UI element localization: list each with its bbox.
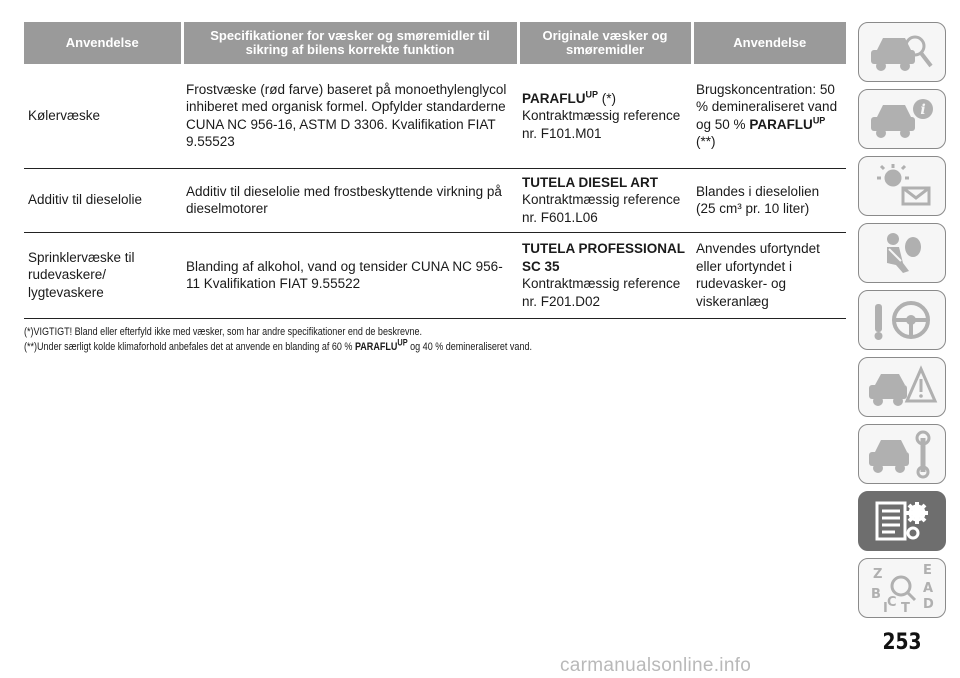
- footnote-text-end: og 40 % demineraliseret vand.: [410, 340, 532, 353]
- svg-text:i: i: [920, 102, 926, 118]
- steering-wheel-icon: [863, 294, 941, 346]
- header-application: Anvendelse: [692, 22, 846, 64]
- header-use: Anvendelse: [24, 22, 182, 64]
- footnote-brand-sup: UP: [397, 336, 408, 347]
- car-search-icon: [863, 26, 941, 78]
- index-letter: C: [887, 595, 897, 610]
- tab-airbag-safety[interactable]: [858, 223, 946, 283]
- watermark: carmanualsonline.info: [560, 655, 752, 676]
- spec-table-section: [24, 22, 846, 355]
- product-reference: Kontraktmæssig reference nr. F101.M01: [522, 108, 681, 141]
- product-brand-sup: UP: [585, 89, 599, 99]
- product-name: TUTELA PROFESSIONAL SC 35: [522, 241, 685, 274]
- cell-application: Blandes i dieselolien (25 cm³ pr. 10 liter): [692, 168, 846, 232]
- index-letter: D: [923, 597, 934, 612]
- application-text: Brugskoncentration: 50 % demineraliseret vand og 50 %: [696, 81, 838, 132]
- index-letter: A: [923, 581, 934, 596]
- car-emergency-icon: [863, 361, 941, 413]
- footnote-cold-climate: [24, 336, 844, 355]
- product-reference: Kontraktmæssig reference nr. F201.D02: [522, 276, 681, 309]
- index-letter: T: [901, 601, 910, 614]
- tab-car-maintenance[interactable]: [858, 424, 946, 484]
- application-note-ref: (**): [696, 134, 716, 150]
- airbag-safety-icon: [863, 227, 941, 279]
- tab-technical-data[interactable]: [858, 491, 946, 551]
- car-maintenance-icon: [863, 428, 941, 480]
- technical-data-icon: [863, 495, 941, 547]
- tab-warning-lights[interactable]: [858, 156, 946, 216]
- car-info-icon: [863, 93, 941, 145]
- cell-use: Additiv til dieselolie: [24, 168, 182, 232]
- table-row: [24, 168, 846, 232]
- cell-application: Anvendes ufortyndet eller ufortyndet i rudevasker- og viskeranlæg: [692, 232, 846, 318]
- cell-spec: Additiv til dieselolie med frostbeskyttende virkning på dieselmotorer: [182, 168, 518, 232]
- tab-car-emergency[interactable]: [858, 357, 946, 417]
- cell-product: [518, 232, 692, 318]
- footnote-brand: PARAFLU: [354, 340, 398, 353]
- alphabetical-index-icon: [863, 562, 941, 614]
- tab-car-info[interactable]: [858, 89, 946, 149]
- product-name: TUTELA DIESEL ART: [522, 174, 659, 190]
- application-brand-sup: UP: [812, 115, 826, 126]
- footnotes: [24, 325, 844, 355]
- header-original-fluids: Originale væsker og smøremidler: [518, 22, 692, 64]
- tab-alphabetical-index[interactable]: [858, 558, 946, 618]
- table-row: [24, 232, 846, 318]
- cell-product: [518, 64, 692, 168]
- cell-application: [692, 64, 846, 168]
- product-reference: Kontraktmæssig reference nr. F601.L06: [522, 192, 681, 225]
- cell-product: [518, 168, 692, 232]
- header-spec: Specifikationer for væsker og smøremidler til sikring af bilens korrekte funktion: [182, 22, 518, 64]
- fluids-spec-table: [24, 22, 846, 319]
- application-brand: PARAFLU: [749, 116, 813, 132]
- cell-use: Sprinklervæske til rudevaskere/ lygtevaskere: [24, 232, 182, 318]
- product-suffix: (*): [601, 90, 617, 106]
- footnote-important: (*)VIGTIGT! Bland eller efterfyld ikke med væsker, som har andre specifikationer end de beskrevne.: [24, 325, 423, 338]
- page-number: 253: [882, 630, 922, 655]
- cell-spec: Blanding af alkohol, vand og tensider CUNA NC 956-11 Kvalifikation FIAT 9.55522: [182, 232, 518, 318]
- tab-car-search[interactable]: [858, 22, 946, 82]
- table-row: [24, 64, 846, 168]
- cell-spec: Frostvæske (rød farve) baseret på monoethylenglycol inhiberet med organisk formel. Opfylder standarderne CUNA NC 956-16, ASTM D 3306. Kvalifikation FIAT 9.55523: [182, 64, 518, 168]
- index-letter: B: [871, 587, 881, 602]
- index-letter: I: [883, 601, 888, 614]
- index-letter: E: [923, 563, 932, 578]
- index-letter: Z: [873, 567, 883, 582]
- tab-steering-wheel[interactable]: [858, 290, 946, 350]
- cell-use: Kølervæske: [24, 64, 182, 168]
- footnote-text: (**)Under særligt kolde klimaforhold anbefales det at anvende en blanding af 60 %: [24, 340, 353, 353]
- product-brand: PARAFLU: [522, 90, 586, 106]
- table-header-row: [24, 22, 846, 64]
- chapter-navigation: [858, 22, 948, 625]
- warning-lights-icon: [863, 160, 941, 212]
